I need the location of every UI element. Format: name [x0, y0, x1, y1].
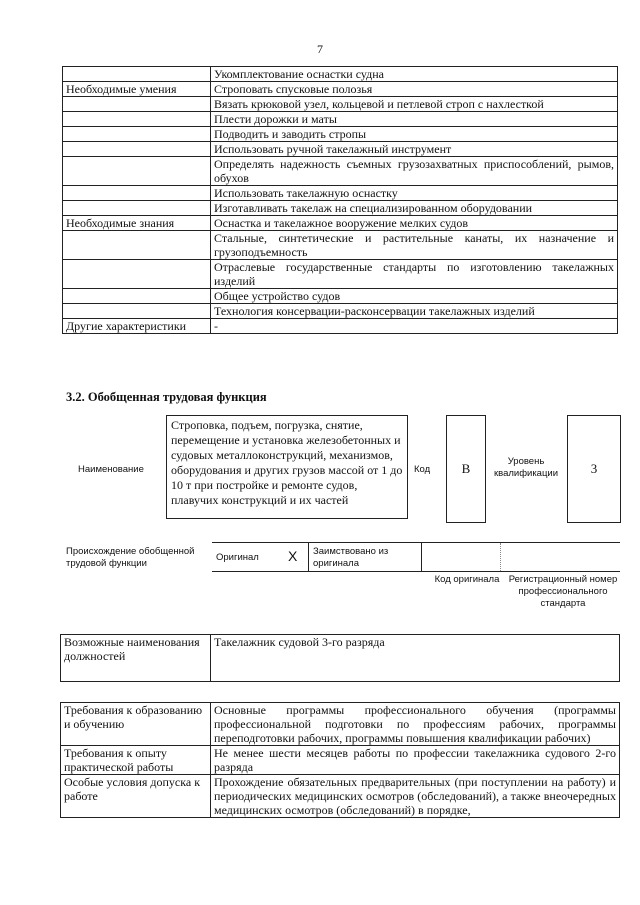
- row-value: Основные программы профессионального обучения (программы профессиональной подготовки по профессиям рабочих, программы переподготовки рабочих, программы повышения квалификации рабочих): [211, 703, 620, 746]
- original-code-caption: Код оригинала: [434, 574, 500, 585]
- row-value: Укомплектование оснастки судна: [211, 67, 618, 82]
- table-row: [61, 746, 620, 775]
- table-row: [61, 703, 620, 746]
- row-label: [63, 157, 211, 186]
- table-row: [63, 304, 618, 319]
- table-row: [63, 201, 618, 216]
- table-row: [63, 82, 618, 97]
- origin-row: [212, 542, 620, 572]
- row-label: Требования к образованию и обучению: [61, 703, 211, 746]
- original-cell: [212, 543, 309, 571]
- table-row: [61, 775, 620, 818]
- row-value: -: [211, 319, 618, 334]
- row-value: Общее устройство судов: [211, 289, 618, 304]
- row-value: Прохождение обязательных предварительных (при поступлении на работу) и периодических медицинских осмотров (обследований), а также внеочередных медицинских осмотров (обследований) в порядке,: [211, 775, 620, 818]
- table-row: [63, 67, 618, 82]
- borrowed-cell: [309, 543, 422, 571]
- row-value: Строповать спусковые полозья: [211, 82, 618, 97]
- code-box: [446, 415, 486, 523]
- row-label: Требования к опыту практической работы: [61, 746, 211, 775]
- section-heading: 3.2. Обобщенная трудовая функция: [66, 390, 267, 404]
- table-row: [63, 289, 618, 304]
- table-row: [63, 157, 618, 186]
- row-value: Вязать крюковой узел, кольцевой и петлевой строп с нахлесткой: [211, 97, 618, 112]
- table-row: [63, 97, 618, 112]
- table-row: [63, 216, 618, 231]
- table-row: [63, 231, 618, 260]
- row-value: Плести дорожки и маты: [211, 112, 618, 127]
- original-mark: X: [288, 548, 298, 564]
- row-value: Стальные, синтетические и растительные канаты, их назначение и грузоподъемность: [211, 231, 618, 260]
- row-label: Другие характеристики: [63, 319, 211, 334]
- row-label: Необходимые умения: [63, 82, 211, 97]
- table-row: [63, 112, 618, 127]
- original-label: Оригинал: [216, 552, 259, 563]
- row-value: Подводить и заводить стропы: [211, 127, 618, 142]
- row-label: [63, 231, 211, 260]
- row-value: Изготавливать такелаж на специализированном оборудовании: [211, 201, 618, 216]
- table-row: [63, 127, 618, 142]
- row-value: Использовать ручной такелажный инструмент: [211, 142, 618, 157]
- table-row: [63, 142, 618, 157]
- requirements-table: [60, 702, 620, 818]
- row-label: Особые условия допуска к работе: [61, 775, 211, 818]
- row-label: [63, 142, 211, 157]
- registration-number-caption: Регистрационный номер профессионального стандарта: [508, 574, 618, 609]
- row-value: Не менее шести месяцев работы по профессии такелажника судового 2-го разряда: [211, 746, 620, 775]
- row-value: Отраслевые государственные стандарты по изготовлению такелажных изделий: [211, 260, 618, 289]
- qualification-level-box: [567, 415, 621, 523]
- qualification-level-label: Уровень квалификации: [493, 456, 559, 479]
- borrowed-label: Заимствовано из оригинала: [313, 546, 389, 569]
- table-row: [63, 319, 618, 334]
- row-label: [63, 97, 211, 112]
- row-value: Оснастка и такелажное вооружение мелких судов: [211, 216, 618, 231]
- row-label: [63, 304, 211, 319]
- row-label: Необходимые знания: [63, 216, 211, 231]
- positions-value: Такелажник судовой 3-го разряда: [211, 635, 620, 682]
- table-row: [63, 260, 618, 289]
- name-label: Наименование: [78, 464, 144, 475]
- code-label: Код: [414, 464, 431, 475]
- page-number: 7: [317, 42, 323, 56]
- row-label: [63, 201, 211, 216]
- row-value: Технология консервации-расконсервации такелажных изделий: [211, 304, 618, 319]
- positions-label: Возможные наименования должностей: [61, 635, 211, 682]
- original-code-cell: [422, 543, 501, 571]
- table-row: [63, 186, 618, 201]
- skills-knowledge-table: [62, 66, 618, 334]
- positions-table: [60, 634, 620, 682]
- code-value: B: [461, 461, 471, 476]
- row-label: [63, 260, 211, 289]
- row-label: [63, 127, 211, 142]
- row-value: Использовать такелажную оснастку: [211, 186, 618, 201]
- function-name-box: Строповка, подъем, погрузка, снятие, перемещение и установка железобетонных и судовых металлоконструкций, механизмов, оборудования и других грузов массой от 1 до 10 т при постройке и ремонте судов, плавучих конструкций и их частей: [166, 415, 408, 519]
- registration-number-cell: [501, 543, 620, 571]
- row-label: [63, 67, 211, 82]
- row-value: Определять надежность съемных грузозахватных приспособлений, рымов, обухов: [211, 157, 618, 186]
- row-label: [63, 112, 211, 127]
- row-label: [63, 289, 211, 304]
- qualification-level-value: 3: [590, 461, 598, 476]
- origin-label: Происхождение обобщенной трудовой функции: [66, 546, 195, 569]
- row-label: [63, 186, 211, 201]
- table-row: [61, 635, 620, 682]
